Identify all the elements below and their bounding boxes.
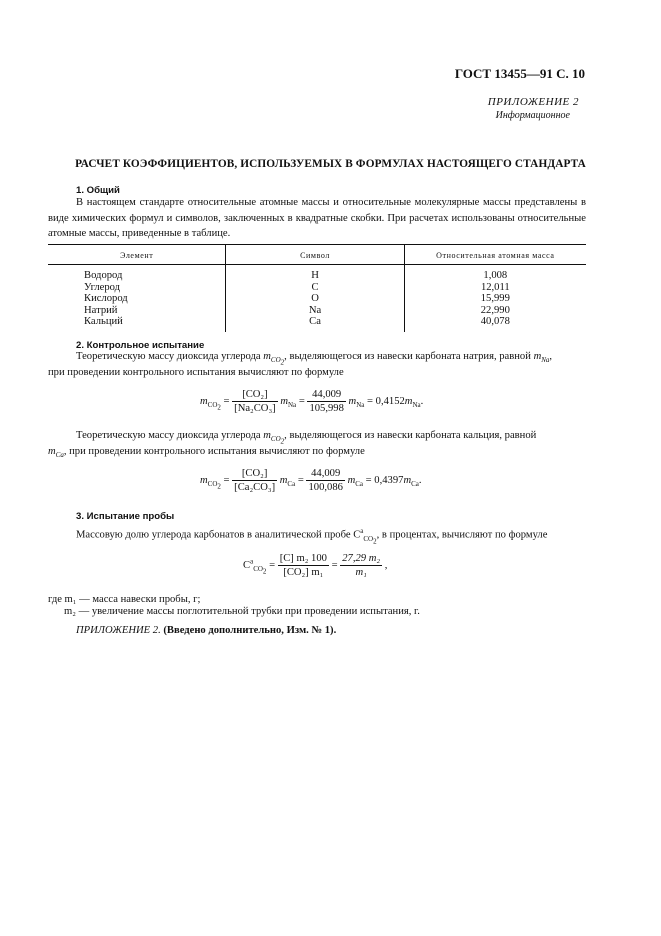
table-row bbox=[48, 265, 586, 282]
fraction-numeric: $\frac{44,009}{105,998}$ bbox=[309, 389, 344, 414]
table-header-row bbox=[48, 245, 586, 265]
section-3-paragraph: Массовую долю углерода карбонатов в аналитической пробе $C^a_{CO_2}$, в процентах, вычисляют по формуле bbox=[76, 527, 548, 546]
table-row bbox=[48, 282, 586, 294]
table-row bbox=[48, 305, 586, 317]
column-header-mass: Относительная атомная масса bbox=[404, 245, 586, 265]
fraction-molar: $\frac{\text{[C] m₂ 100}}{\text{[CO₂] m₁}}$ bbox=[279, 553, 327, 578]
fraction-numeric: $\frac{44,009}{100,086}$ bbox=[308, 468, 343, 493]
table-row bbox=[48, 316, 586, 332]
cell-element: Кислород bbox=[84, 293, 128, 304]
section-2-heading: 2. Контрольное испытание bbox=[76, 340, 205, 351]
cell-symbol: Ca bbox=[226, 316, 404, 332]
cell-mass: 15,999 bbox=[480, 293, 510, 304]
section-1-text: В настоящем стандарте относительные атомные массы и относительные молекулярные массы представлены в виде химических формул и символов, заключенных в квадратные скобки. При расчетах использованы относительные атомные массы, приведенные в таблице. bbox=[48, 197, 586, 239]
formula-calcium: $m_{CO_2}$ = $\frac{\text{[CO₂]}}{\text{[Ca₂CO₃]}}$ $m_{Ca}$ = $\frac{44,009}{100,086}$ $m_{Ca} = 0,4397m_{Ca}$. bbox=[200, 468, 422, 493]
page-title: РАСЧЕТ КОЭФФИЦИЕНТОВ, ИСПОЛЬЗУЕМЫХ В ФОРМУЛАХ НАСТОЯЩЕГО СТАНДАРТА bbox=[75, 158, 586, 170]
formula-sodium: $m_{CO_2}$ = $\frac{\text{[CO₂]}}{\text{[Na₂CO₃]}}$ $m_{Na}$ = $\frac{44,009}{105,998}$ $m_{Na} = 0,4152m_{Na}$. bbox=[200, 389, 424, 414]
cell-mass: 40,078 bbox=[480, 316, 510, 327]
appendix-type: Информационное bbox=[495, 110, 570, 121]
table-row bbox=[48, 293, 586, 305]
section-2-paragraph-1-end: при проведении контрольного испытания вычисляют по формуле bbox=[48, 367, 344, 378]
cell-element: Углерод bbox=[84, 281, 121, 293]
column-header-element: Элемент bbox=[48, 245, 226, 265]
cell-symbol: H bbox=[226, 265, 404, 282]
fraction-molar: $\frac{\text{[CO₂]}}{\text{[Ca₂CO₃]}}$ bbox=[234, 468, 276, 493]
cell-symbol: C bbox=[226, 282, 404, 294]
cell-element: Водород bbox=[84, 270, 123, 281]
cell-mass: 12,011 bbox=[480, 281, 510, 293]
cell-mass: 22,990 bbox=[480, 304, 510, 316]
section-2-paragraph-2: Теоретическую массу диоксида углерода $m_{CO_2}$, выделяющегося из навески карбоната кальция, равной bbox=[76, 430, 537, 446]
amendment-note: ПРИЛОЖЕНИЕ 2. (Введено дополнительно, Изм. № 1). bbox=[76, 625, 337, 636]
symbol-m-co2: $m_{CO_2}$ bbox=[263, 351, 285, 367]
section-2-paragraph-1: Теоретическую массу диоксида углерода $m_{CO_2}$, выделяющегося из навески карбоната натрия, равной $m_{Na}$, bbox=[76, 351, 553, 367]
column-header-symbol: Символ bbox=[226, 245, 404, 265]
fraction-molar: $\frac{\text{[CO₂]}}{\text{[Na₂CO₃]}}$ bbox=[234, 389, 276, 414]
section-3-heading: 3. Испытание пробы bbox=[76, 511, 175, 522]
symbol-m-ca: $m_{Ca}$ bbox=[48, 446, 64, 460]
definition-m1: где m₁ — масса навески пробы, г; bbox=[48, 594, 201, 605]
cell-symbol: O bbox=[226, 293, 404, 305]
cell-mass: 1,008 bbox=[483, 270, 508, 281]
document-code: ГОСТ 13455—91 С. 10 bbox=[454, 66, 585, 81]
appendix-label: ПРИЛОЖЕНИЕ 2 bbox=[487, 96, 579, 108]
section-2-paragraph-2-end: $m_{Ca}$, при проведении контрольного испытания вычисляют по формуле bbox=[48, 446, 365, 460]
cell-symbol: Na bbox=[226, 305, 404, 317]
symbol-m-co2: $m_{CO_2}$ bbox=[263, 430, 285, 446]
cell-element: Кальций bbox=[84, 316, 123, 327]
fraction-numeric: $\frac{\text{27,29 m₂}}{\text{m₁}}$ bbox=[342, 553, 381, 578]
cell-element: Натрий bbox=[84, 304, 118, 316]
definition-m2: m₂ — увеличение массы поглотительной трубки при проведении испытания, г. bbox=[64, 606, 420, 617]
atomic-mass-table bbox=[48, 244, 586, 332]
formula-carbon: $C^a_{CO_2}$ = $\frac{\text{[C] m₂ 100}}{\text{[CO₂] m₁}}$ = $\frac{\text{27,29 m₂}}{\text{m₁}}$ , bbox=[243, 553, 388, 578]
symbol-m-na: $m_{Na}$ bbox=[533, 351, 550, 365]
section-1-heading: 1. Общий bbox=[76, 185, 120, 196]
